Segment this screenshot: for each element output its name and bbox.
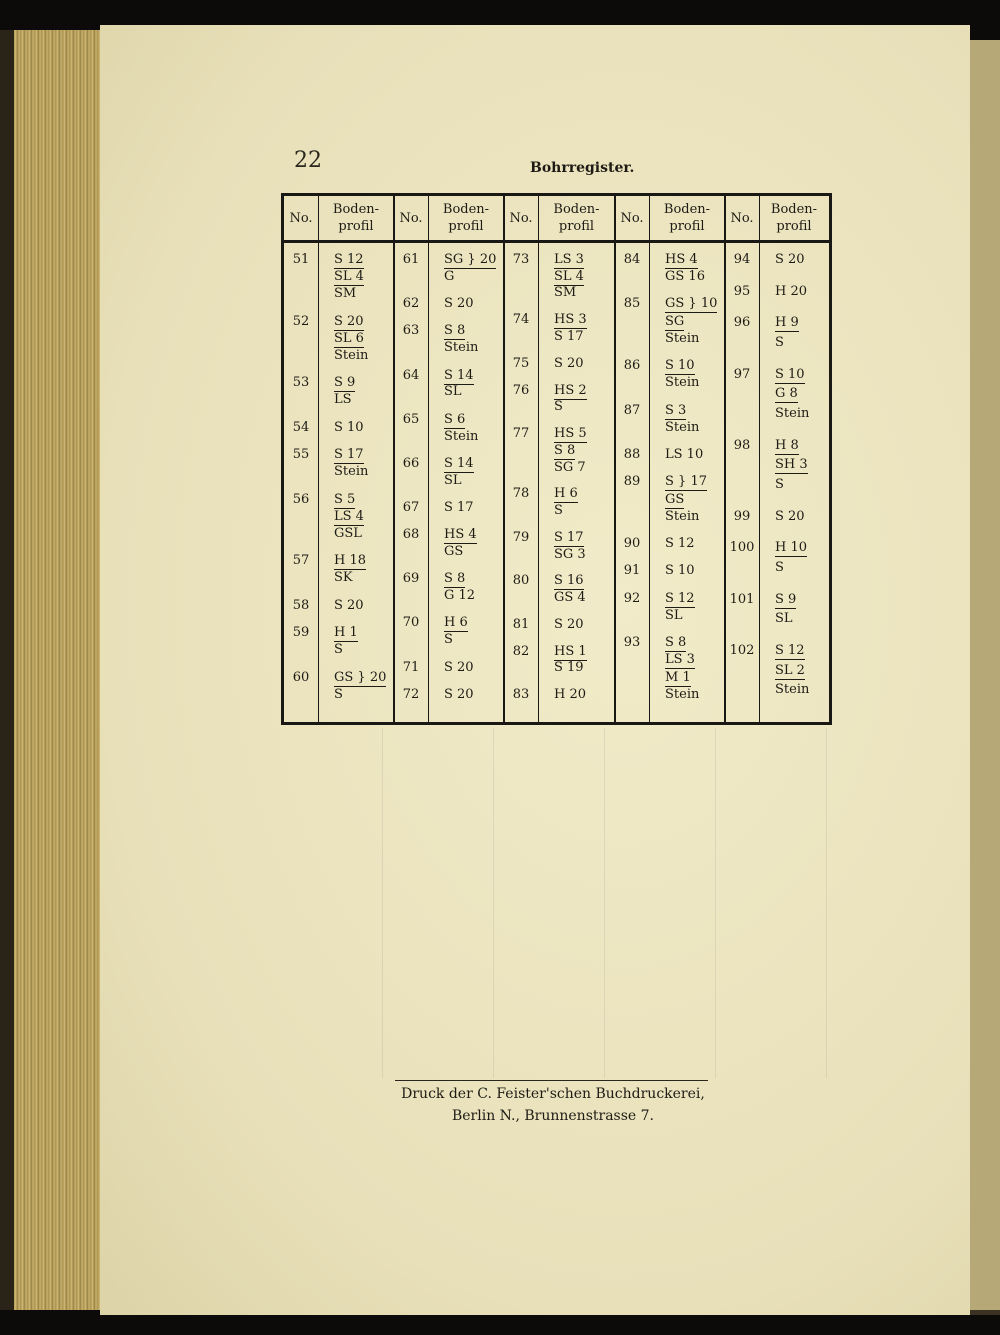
bodenprofil-layer: SH 3 <box>775 457 808 473</box>
bohrung-number: 54 <box>292 419 310 435</box>
bodenprofil-layer: S 17 <box>554 529 584 545</box>
bodenprofil-layer: S 19 <box>554 660 584 676</box>
bodenprofil-layer: Stein <box>665 419 700 435</box>
bohrung-number: 53 <box>292 375 310 391</box>
bohrung-number: 75 <box>512 355 530 371</box>
bodenprofil-layer: M 1 <box>665 669 691 685</box>
no-column-divider <box>759 196 760 722</box>
bodenprofil-layer: LS <box>334 392 352 408</box>
bohrung-number: 62 <box>402 296 420 312</box>
bohrregister-table <box>281 193 832 725</box>
header-bodenprofil: Boden- profil <box>663 202 711 234</box>
bodenprofil-layer: S 20 <box>444 659 474 675</box>
bohrung-number: 101 <box>729 591 755 607</box>
bohrung-number: 84 <box>623 252 641 267</box>
bohrung-number: 79 <box>512 529 530 545</box>
bodenprofil-layer: S <box>444 632 453 648</box>
bodenprofil-layer: S 17 <box>444 499 474 515</box>
header-no: No. <box>289 210 313 226</box>
bodenprofil-layer: SG <box>665 313 685 329</box>
bohrung-number: 99 <box>733 508 751 524</box>
bodenprofil-layer: S 10 <box>665 358 695 374</box>
bodenprofil-layer: Stein <box>665 330 700 346</box>
bodenprofil-layer: S 10 <box>334 419 364 435</box>
bodenprofil-layer: Stein <box>665 375 700 391</box>
bodenprofil-layer: S 20 <box>775 252 805 267</box>
bodenprofil-layer: S 12 <box>665 536 695 552</box>
bodenprofil-layer: LS 10 <box>665 447 704 463</box>
bodenprofil-layer: SL 4 <box>334 269 364 285</box>
bodenprofil-layer: S <box>334 686 343 702</box>
book-spine-shadow <box>0 30 14 1310</box>
bodenprofil-layer: Stein <box>665 508 700 524</box>
footer-rule <box>395 1080 708 1081</box>
bodenprofil-layer: S 3 <box>665 402 687 418</box>
bohrung-number: 66 <box>402 455 420 471</box>
bodenprofil-layer: S } 17 <box>665 474 707 490</box>
bodenprofil-layer: SL <box>775 611 793 627</box>
bodenprofil-layer: Stein <box>334 464 369 480</box>
bodenprofil-layer: LS 3 <box>665 652 695 668</box>
header-no: No. <box>399 210 423 226</box>
bodenprofil-layer: SM <box>554 285 577 301</box>
bodenprofil-layer: S 6 <box>444 411 466 427</box>
bodenprofil-layer: SL <box>665 607 683 623</box>
bodenprofil-layer: S 14 <box>444 367 474 383</box>
bodenprofil-layer: S <box>775 477 784 493</box>
bohrung-number: 71 <box>402 659 420 675</box>
bodenprofil-layer: H 10 <box>775 540 808 556</box>
bodenprofil-layer: S 20 <box>334 597 364 613</box>
bodenprofil-layer: S <box>775 334 784 350</box>
header-no: No. <box>730 210 754 226</box>
bohrung-number: 85 <box>623 296 641 312</box>
bodenprofil-layer: S 20 <box>554 616 584 632</box>
bodenprofil-layer: H 8 <box>775 437 799 453</box>
bodenprofil-layer: S 9 <box>334 375 356 391</box>
bohrung-number: 89 <box>623 474 641 490</box>
bohrung-number: 58 <box>292 597 310 613</box>
bodenprofil-layer: GS 16 <box>665 269 705 285</box>
bodenprofil-layer: SL <box>444 472 462 488</box>
bodenprofil-layer: S <box>775 560 784 575</box>
bodenprofil-layer: H 18 <box>334 553 367 569</box>
bohrung-number: 96 <box>733 315 751 331</box>
bodenprofil-layer: S 8 <box>444 571 466 587</box>
bodenprofil-layer: GS } 10 <box>665 296 718 312</box>
bodenprofil-layer: Stein <box>665 686 700 702</box>
header-no: No. <box>620 210 644 226</box>
bodenprofil-layer: Stein <box>334 347 369 363</box>
bohrung-number: 55 <box>292 447 310 463</box>
running-head: Bohrregister. <box>530 160 635 176</box>
bohrung-number: 78 <box>512 486 530 502</box>
bodenprofil-layer: S 12 <box>334 252 364 267</box>
bodenprofil-layer: S 17 <box>334 447 364 463</box>
bodenprofil-layer: SL 6 <box>334 330 364 346</box>
bohrung-number: 83 <box>512 687 530 703</box>
page-number: 22 <box>294 148 322 173</box>
bodenprofil-layer: SL 2 <box>775 662 805 678</box>
bohrung-number: 65 <box>402 411 420 427</box>
bodenprofil-layer: HS 4 <box>444 527 477 543</box>
bodenprofil-layer: HS 3 <box>554 312 587 328</box>
bohrung-number: 69 <box>402 571 420 587</box>
bohrung-number: 57 <box>292 553 310 569</box>
bohrung-number: 52 <box>292 313 310 329</box>
bohrung-number: 61 <box>402 252 420 267</box>
bodenprofil-layer: H 9 <box>775 315 799 331</box>
bohrung-number: 91 <box>623 563 641 579</box>
header-rule <box>284 240 829 243</box>
bodenprofil-layer: S 12 <box>665 590 695 606</box>
bohrung-number: 88 <box>623 447 641 463</box>
next-page-edge <box>968 40 1000 1310</box>
bohrung-number: 92 <box>623 590 641 606</box>
bodenprofil-layer: S 20 <box>554 355 584 371</box>
bohrung-number: 70 <box>402 615 420 631</box>
bohrung-number: 74 <box>512 312 530 328</box>
show-through-from-reverse-page <box>272 728 842 1078</box>
bodenprofil-layer: SG 7 <box>554 459 586 475</box>
bohrung-number: 100 <box>729 540 755 556</box>
bohrung-number: 95 <box>733 283 751 299</box>
bodenprofil-layer: SM <box>334 286 357 302</box>
bodenprofil-layer: G 12 <box>444 588 476 604</box>
bohrung-number: 63 <box>402 323 420 339</box>
bohrung-number: 76 <box>512 382 530 398</box>
book-page-edges <box>0 30 110 1310</box>
bodenprofil-layer: S 5 <box>334 491 356 507</box>
bohrung-number: 77 <box>512 426 530 442</box>
bohrung-number: 97 <box>733 366 751 382</box>
no-column-divider <box>649 196 650 722</box>
printer-imprint-line2: Berlin N., Brunnenstrasse 7. <box>451 1108 655 1124</box>
bodenprofil-layer: GS } 20 <box>334 669 387 685</box>
bodenprofil-layer: G <box>444 268 455 284</box>
bodenprofil-layer: H 20 <box>775 283 808 299</box>
bodenprofil-layer: S 16 <box>554 573 584 589</box>
bodenprofil-layer: Stein <box>444 428 479 444</box>
bodenprofil-layer: SG } 20 <box>444 252 497 267</box>
bohrung-number: 93 <box>623 635 641 651</box>
bohrung-number: 87 <box>623 402 641 418</box>
bodenprofil-layer: H 6 <box>554 486 578 502</box>
bodenprofil-layer: S <box>554 503 563 519</box>
bohrung-number: 81 <box>512 616 530 632</box>
bohrung-number: 82 <box>512 643 530 659</box>
bodenprofil-layer: SK <box>334 570 353 586</box>
bodenprofil-layer: S 17 <box>554 329 584 344</box>
bodenprofil-layer: S 8 <box>665 635 687 651</box>
printer-imprint-line1: Druck der C. Feister'schen Buchdruckerei, <box>401 1086 705 1102</box>
bohrung-number: 59 <box>292 625 310 641</box>
bohrung-number: 73 <box>512 252 530 267</box>
bodenprofil-layer: SL 4 <box>554 268 584 284</box>
bodenprofil-layer: S 20 <box>444 296 474 312</box>
bodenprofil-layer: G 8 <box>775 386 798 402</box>
bohrung-number: 60 <box>292 669 310 685</box>
bodenprofil-layer: GS <box>444 544 464 560</box>
bodenprofil-layer: Stein <box>444 340 479 356</box>
bodenprofil-layer: S 10 <box>775 366 805 382</box>
header-bodenprofil: Boden- profil <box>442 202 490 234</box>
bohrung-number: 90 <box>623 536 641 552</box>
bodenprofil-layer: S 12 <box>775 642 805 658</box>
bohrung-number: 64 <box>402 367 420 383</box>
bodenprofil-layer: S 8 <box>554 442 576 458</box>
bodenprofil-layer: S 8 <box>444 323 466 339</box>
header-bodenprofil: Boden- profil <box>770 202 818 234</box>
header-no: No. <box>509 210 533 226</box>
bodenprofil-layer: S <box>554 399 563 415</box>
bodenprofil-layer: H 20 <box>554 687 587 703</box>
bodenprofil-layer: GS <box>665 491 685 507</box>
bohrung-number: 98 <box>733 437 751 453</box>
bodenprofil-layer: S 10 <box>665 563 695 579</box>
bodenprofil-layer: HS 2 <box>554 382 587 398</box>
bohrung-number: 56 <box>292 491 310 507</box>
header-bodenprofil: Boden- profil <box>553 202 600 234</box>
bodenprofil-layer: SG 3 <box>554 546 586 562</box>
bohrung-number: 94 <box>733 252 751 267</box>
bohrung-number: 86 <box>623 358 641 374</box>
bodenprofil-layer: LS 4 <box>334 508 364 524</box>
bodenprofil-layer: H 6 <box>444 615 468 631</box>
bodenprofil-layer: SL <box>444 384 462 400</box>
bodenprofil-layer: S 20 <box>334 313 364 329</box>
bodenprofil-layer: S 20 <box>775 508 805 524</box>
bodenprofil-layer: S 9 <box>775 591 797 607</box>
no-column-divider <box>538 196 539 722</box>
bodenprofil-layer: HS 1 <box>554 643 587 659</box>
bohrung-number: 80 <box>512 573 530 589</box>
bodenprofil-layer: S 14 <box>444 455 474 471</box>
no-column-divider <box>428 196 429 722</box>
bodenprofil-layer: Stein <box>775 682 810 698</box>
bodenprofil-layer: S 20 <box>444 686 474 702</box>
bodenprofil-layer: S <box>334 642 343 658</box>
bodenprofil-layer: HS 4 <box>665 252 698 267</box>
bodenprofil-layer: Stein <box>775 406 810 421</box>
bohrung-number: 102 <box>729 642 755 658</box>
no-column-divider <box>318 196 319 722</box>
bodenprofil-layer: GSL <box>334 525 362 541</box>
bohrung-number: 68 <box>402 527 420 543</box>
header-bodenprofil: Boden- profil <box>332 202 380 234</box>
bodenprofil-layer: H 1 <box>334 625 358 641</box>
bodenprofil-layer: LS 3 <box>554 252 584 267</box>
bodenprofil-layer: GS 4 <box>554 590 586 606</box>
bohrung-number: 72 <box>402 686 420 702</box>
bodenprofil-layer: HS 5 <box>554 426 587 442</box>
bohrung-number: 51 <box>292 252 310 267</box>
bohrung-number: 67 <box>402 499 420 515</box>
